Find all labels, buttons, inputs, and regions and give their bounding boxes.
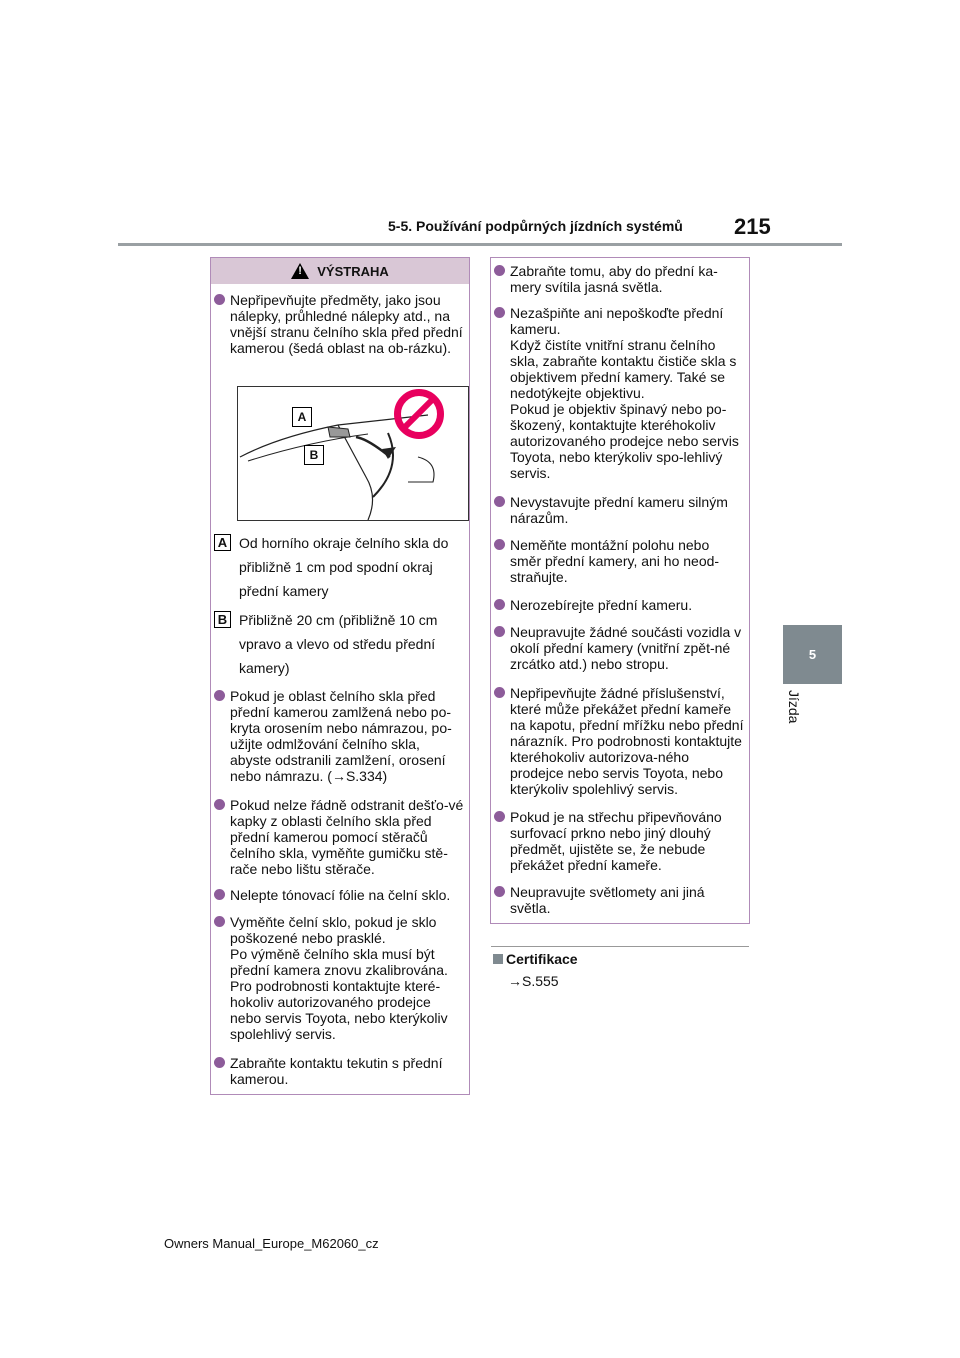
bullet-icon bbox=[494, 811, 505, 822]
left-item-3 bbox=[214, 887, 464, 903]
right-item-2 bbox=[494, 305, 744, 481]
left-item-1-text: Pokud je oblast čelního skla před přední kamerou zamlžená nebo po-kryta orosením nebo námrazou, po-užijte odmlžování čelního skla, abyste odstranili zamlžení, orosení nebo námrazu. (→S.334) bbox=[230, 688, 452, 784]
left-item-2-text: Pokud nelze řádně odstranit dešťo-vé kapky z oblasti čelního skla před přední kamerou pomocí stěračů čelního skla, vyměňte gumičku stě-rače nebo lištu stěrače. bbox=[230, 797, 464, 877]
prohibited-circle-icon bbox=[394, 389, 444, 439]
callout-a-text: Od horního okraje čelního skla do přibližně 1 cm pod spodní okraj přední kamery bbox=[239, 535, 449, 599]
callout-b-letter: B bbox=[214, 611, 231, 628]
right-item-3 bbox=[494, 494, 744, 526]
bullet-icon bbox=[214, 1057, 225, 1068]
right-item-5 bbox=[494, 597, 744, 613]
bullet-icon bbox=[214, 916, 225, 927]
bullet-icon bbox=[494, 599, 505, 610]
callout-b-text: Přibližně 20 cm (přibližně 10 cm vpravo a vlevo od středu přední kamery) bbox=[239, 612, 438, 676]
certification-heading-text: Certifikace bbox=[506, 951, 578, 967]
bullet-icon bbox=[214, 799, 225, 810]
bullet-icon bbox=[494, 496, 505, 507]
bullet-icon bbox=[214, 294, 225, 305]
illustration-label-b: B bbox=[304, 445, 324, 465]
certification-heading bbox=[493, 951, 578, 967]
bullet-icon bbox=[494, 886, 505, 897]
warning-intro-text: Nepřipevňujte předměty, jako jsou nálepky, průhledné nálepky atd., na vnější stranu čelního skla před přední kamerou (šedá oblast na ob-rázku). bbox=[230, 292, 463, 356]
right-item-1 bbox=[494, 263, 744, 295]
right-item-4 bbox=[494, 537, 744, 585]
bullet-icon bbox=[494, 539, 505, 550]
warning-title: VÝSTRAHA bbox=[317, 263, 389, 279]
right-item-9-text: Neupravujte světlomety ani jiná světla. bbox=[510, 884, 705, 916]
right-item-8 bbox=[494, 809, 744, 873]
page-number: 215 bbox=[734, 214, 771, 239]
right-item-6 bbox=[494, 624, 744, 672]
chapter-label bbox=[782, 690, 806, 740]
callout-a bbox=[214, 531, 464, 603]
footer-text: Owners Manual_Europe_M62060_cz bbox=[164, 1236, 379, 1251]
left-item-1 bbox=[214, 688, 464, 784]
right-item-9 bbox=[494, 884, 744, 916]
right-item-5-text: Nerozebírejte přední kameru. bbox=[510, 597, 693, 613]
left-item-4-text: Vyměňte čelní sklo, pokud je sklo poškozené nebo prasklé. Po výměně čelního skla musí být přední kamera znovu zkalibrována. Pro podrobnosti kontaktujte které-hokoliv autorizovaného prodejce nebo servis Toyota, nebo kterýkoliv spolehlivý servis. bbox=[230, 914, 448, 1042]
bullet-icon bbox=[494, 307, 505, 318]
certification-ref: →S.555 bbox=[508, 973, 559, 989]
left-item-3-text: Nelepte tónovací fólie na čelní sklo. bbox=[230, 887, 451, 903]
bullet-icon bbox=[494, 265, 505, 276]
warning-triangle-icon bbox=[291, 263, 309, 279]
callout-a-letter: A bbox=[214, 534, 231, 551]
illustration-label-a: A bbox=[292, 407, 312, 427]
right-item-3-text: Nevystavujte přední kameru silným nárazům. bbox=[510, 494, 728, 526]
right-item-1-text: Zabraňte tomu, aby do přední ka-mery svítila jasná světla. bbox=[510, 263, 718, 295]
header-section-title: 5-5. Používání podpůrných jízdních systémů bbox=[388, 218, 683, 234]
header-rule bbox=[118, 243, 842, 246]
bullet-icon bbox=[214, 690, 225, 701]
chapter-label-text: Jízda bbox=[786, 690, 802, 724]
left-item-2 bbox=[214, 797, 464, 877]
bullet-icon bbox=[494, 687, 505, 698]
chapter-tab bbox=[783, 625, 842, 684]
right-item-2-text: Nezašpiňte ani nepoškoďte přední kameru. Když čistíte vnitřní stranu čelního skla, zabraňte kontaktu čističe skla s objektivem přední kamery. Také se nedotýkejte objektivu. Pokud je objektiv špinavý nebo po-škozený, kontaktujte kteréhokoliv autorizovaného prodejce nebo servis Toyota, nebo kterýkoliv spo-lehlivý servis. bbox=[510, 305, 739, 481]
windshield-camera-illustration bbox=[237, 386, 469, 521]
callout-b bbox=[214, 608, 464, 680]
right-item-4-text: Neměňte montážní polohu nebo směr přední kamery, ani ho neod-straňujte. bbox=[510, 537, 720, 585]
left-item-5-text: Zabraňte kontaktu tekutin s přední kamerou. bbox=[230, 1055, 443, 1087]
left-item-4 bbox=[214, 914, 464, 1042]
chapter-number: 5 bbox=[808, 647, 817, 662]
section-rule bbox=[491, 946, 749, 947]
square-bullet-icon bbox=[493, 954, 503, 964]
right-item-7-text: Nepřipevňujte žádné příslušenství, které může překážet přední kameře na kapotu, přední mřížku nebo přední nárazník. Pro podrobnosti kontaktujte kteréhokoliv autorizova-ného prodejce nebo servis Toyota, nebo kterýkoliv spolehlivý servis. bbox=[510, 685, 744, 797]
right-item-8-text: Pokud je na střechu připevňováno surfovací prkno nebo jiný dlouhý předmět, ujistěte se, že nebude překážet přední kameře. bbox=[510, 809, 722, 873]
warning-intro-item bbox=[214, 292, 464, 356]
left-item-5 bbox=[214, 1055, 464, 1087]
bullet-icon bbox=[214, 889, 225, 900]
right-item-7 bbox=[494, 685, 744, 797]
right-item-6-text: Neupravujte žádné součásti vozidla v okolí přední kamery (vnitřní zpět-né zrcátko atd.) nebo stropu. bbox=[510, 624, 742, 672]
warning-header bbox=[211, 258, 469, 284]
bullet-icon bbox=[494, 626, 505, 637]
